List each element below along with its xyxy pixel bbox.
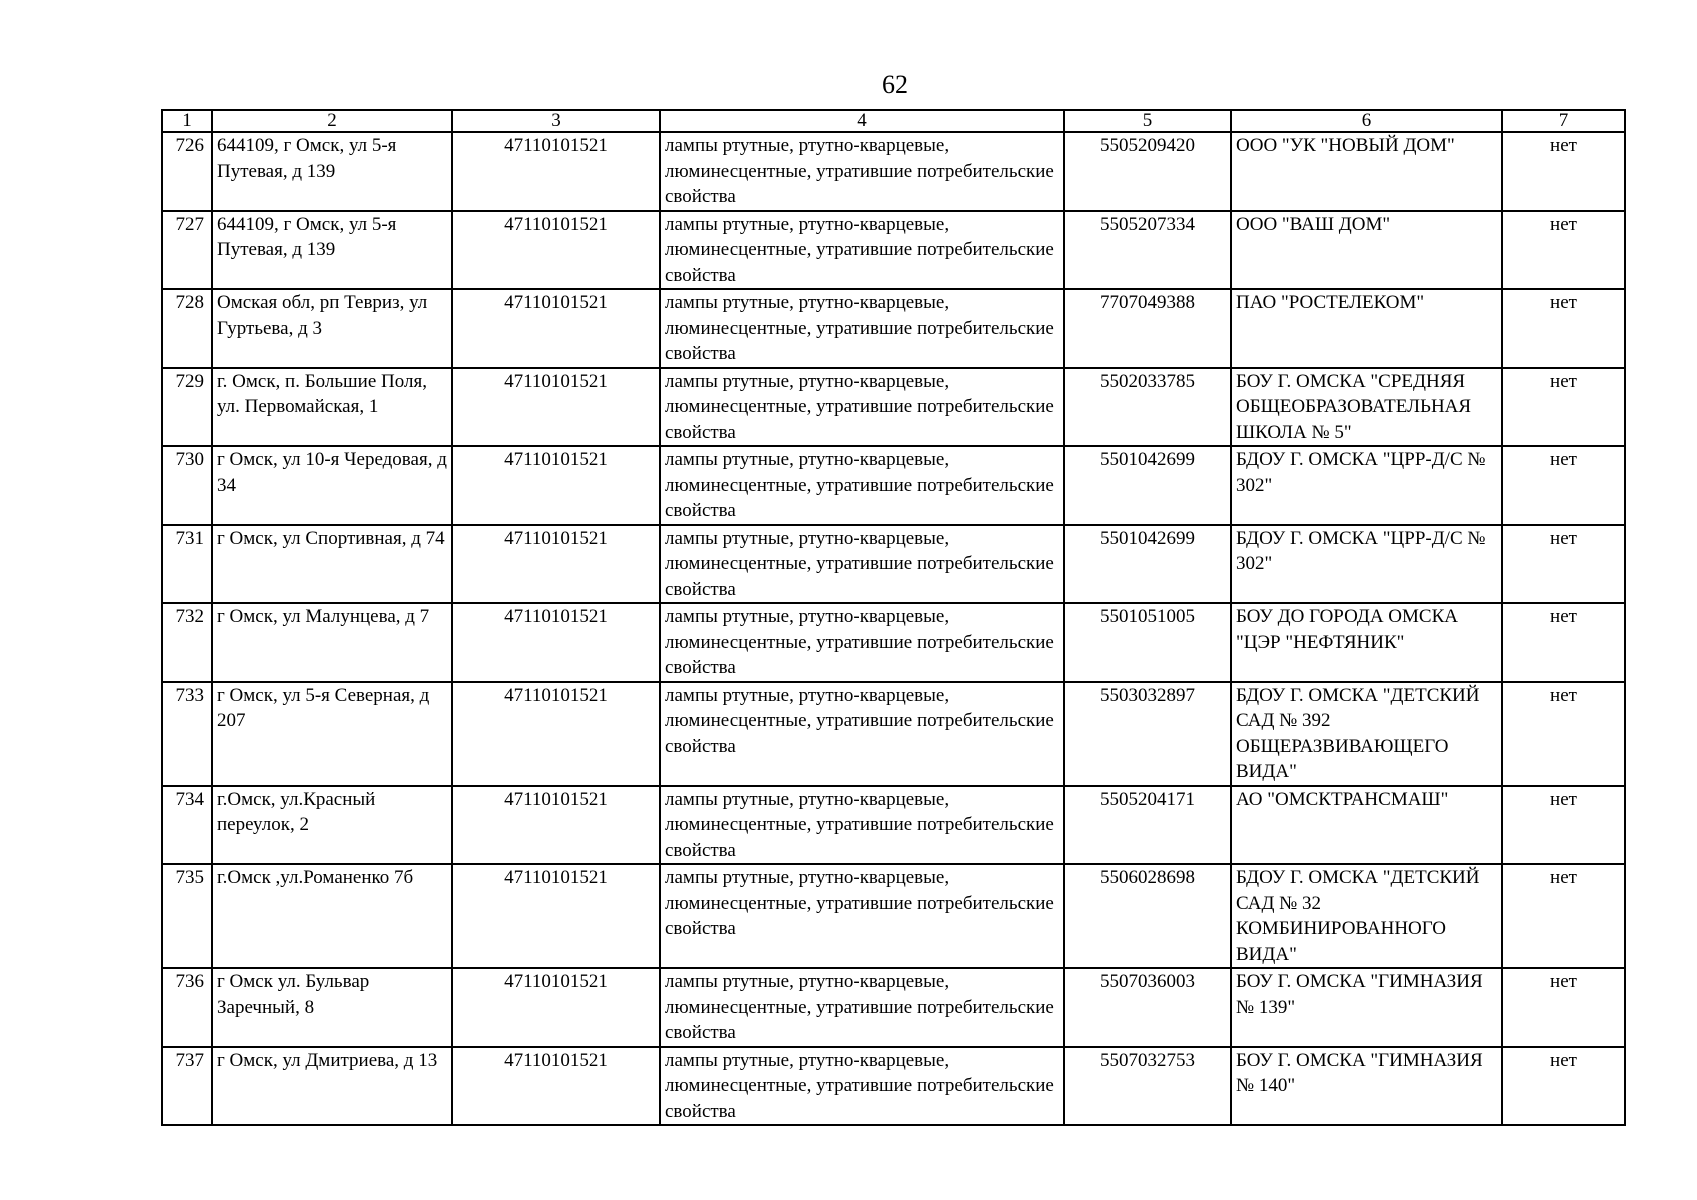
flag-cell: нет	[1502, 446, 1625, 525]
row-number: 732	[162, 603, 212, 682]
address-cell: г Омск, ул 5-я Северная, д 207	[212, 682, 452, 786]
waste-name-cell: лампы ртутные, ртутно-кварцевые, люминесцентные, утратившие потребительские свойства	[660, 289, 1064, 368]
row-number: 729	[162, 368, 212, 447]
organization-cell: БОУ Г. ОМСКА "ГИМНАЗИЯ № 139"	[1231, 968, 1502, 1047]
row-number: 727	[162, 211, 212, 290]
waste-name-cell: лампы ртутные, ртутно-кварцевые, люминесцентные, утратившие потребительские свойства	[660, 968, 1064, 1047]
inn-cell: 5507036003	[1064, 968, 1231, 1047]
table-row	[162, 603, 1625, 682]
address-cell: г Омск, ул Дмитриева, д 13	[212, 1047, 452, 1126]
address-cell: 644109, г Омск, ул 5-я Путевая, д 139	[212, 211, 452, 290]
flag-cell: нет	[1502, 1047, 1625, 1126]
inn-cell: 5505207334	[1064, 211, 1231, 290]
organization-cell: БДОУ Г. ОМСКА "ДЕТСКИЙ САД № 32 КОМБИНИРОВАННОГО ВИДА"	[1231, 864, 1502, 968]
waste-name-cell: лампы ртутные, ртутно-кварцевые, люминесцентные, утратившие потребительские свойства	[660, 1047, 1064, 1126]
organization-cell: БОУ Г. ОМСКА "СРЕДНЯЯ ОБЩЕОБРАЗОВАТЕЛЬНАЯ ШКОЛА № 5"	[1231, 368, 1502, 447]
flag-cell: нет	[1502, 864, 1625, 968]
address-cell: Омская обл, рп Тевриз, ул Гуртьева, д 3	[212, 289, 452, 368]
waste-code-cell: 47110101521	[452, 446, 660, 525]
row-number: 726	[162, 132, 212, 211]
column-header-7: 7	[1502, 110, 1625, 132]
column-header-1: 1	[162, 110, 212, 132]
row-number: 733	[162, 682, 212, 786]
waste-code-cell: 47110101521	[452, 1047, 660, 1126]
row-number: 734	[162, 786, 212, 865]
waste-code-cell: 47110101521	[452, 786, 660, 865]
table-row	[162, 289, 1625, 368]
column-header-3: 3	[452, 110, 660, 132]
waste-code-cell: 47110101521	[452, 864, 660, 968]
organization-cell: АО "ОМСКТРАНСМАШ"	[1231, 786, 1502, 865]
flag-cell: нет	[1502, 289, 1625, 368]
row-number: 730	[162, 446, 212, 525]
table-row	[162, 1047, 1625, 1126]
organization-cell: БДОУ Г. ОМСКА "ЦРР-Д/С № 302"	[1231, 446, 1502, 525]
waste-code-cell: 47110101521	[452, 132, 660, 211]
waste-name-cell: лампы ртутные, ртутно-кварцевые, люминесцентные, утратившие потребительские свойства	[660, 368, 1064, 447]
address-cell: г Омск, ул Малунцева, д 7	[212, 603, 452, 682]
organization-cell: БОУ ДО ГОРОДА ОМСКА "ЦЭР "НЕФТЯНИК"	[1231, 603, 1502, 682]
table-row	[162, 132, 1625, 211]
waste-name-cell: лампы ртутные, ртутно-кварцевые, люминесцентные, утратившие потребительские свойства	[660, 682, 1064, 786]
organization-cell: БДОУ Г. ОМСКА "ДЕТСКИЙ САД № 392 ОБЩЕРАЗВИВАЮЩЕГО ВИДА"	[1231, 682, 1502, 786]
inn-cell: 5506028698	[1064, 864, 1231, 968]
table-row	[162, 786, 1625, 865]
waste-code-cell: 47110101521	[452, 211, 660, 290]
waste-register-table	[161, 109, 1626, 1126]
row-number: 728	[162, 289, 212, 368]
flag-cell: нет	[1502, 603, 1625, 682]
waste-code-cell: 47110101521	[452, 682, 660, 786]
row-number: 737	[162, 1047, 212, 1126]
waste-code-cell: 47110101521	[452, 525, 660, 604]
organization-cell: БДОУ Г. ОМСКА "ЦРР-Д/С № 302"	[1231, 525, 1502, 604]
address-cell: г Омск, ул Спортивная, д 74	[212, 525, 452, 604]
inn-cell: 5502033785	[1064, 368, 1231, 447]
address-cell: г.Омск, ул.Красный переулок, 2	[212, 786, 452, 865]
organization-cell: БОУ Г. ОМСКА "ГИМНАЗИЯ № 140"	[1231, 1047, 1502, 1126]
column-header-6: 6	[1231, 110, 1502, 132]
inn-cell: 5507032753	[1064, 1047, 1231, 1126]
address-cell: 644109, г Омск, ул 5-я Путевая, д 139	[212, 132, 452, 211]
column-header-4: 4	[660, 110, 1064, 132]
organization-cell: ПАО "РОСТЕЛЕКОМ"	[1231, 289, 1502, 368]
flag-cell: нет	[1502, 968, 1625, 1047]
waste-name-cell: лампы ртутные, ртутно-кварцевые, люминесцентные, утратившие потребительские свойства	[660, 786, 1064, 865]
flag-cell: нет	[1502, 211, 1625, 290]
row-number: 735	[162, 864, 212, 968]
waste-name-cell: лампы ртутные, ртутно-кварцевые, люминесцентные, утратившие потребительские свойства	[660, 446, 1064, 525]
page-number: 62	[882, 70, 908, 99]
organization-cell: ООО "ВАШ ДОМ"	[1231, 211, 1502, 290]
column-header-5: 5	[1064, 110, 1231, 132]
address-cell: г Омск ул. Бульвар Заречный, 8	[212, 968, 452, 1047]
table-row	[162, 682, 1625, 786]
header-row	[162, 110, 1625, 132]
organization-cell: ООО "УК "НОВЫЙ ДОМ"	[1231, 132, 1502, 211]
waste-code-cell: 47110101521	[452, 603, 660, 682]
table-row	[162, 525, 1625, 604]
inn-cell: 5501042699	[1064, 446, 1231, 525]
flag-cell: нет	[1502, 132, 1625, 211]
address-cell: г. Омск, п. Большие Поля, ул. Первомайская, 1	[212, 368, 452, 447]
flag-cell: нет	[1502, 786, 1625, 865]
address-cell: г Омск, ул 10-я Чередовая, д 34	[212, 446, 452, 525]
inn-cell: 7707049388	[1064, 289, 1231, 368]
table-row	[162, 968, 1625, 1047]
waste-name-cell: лампы ртутные, ртутно-кварцевые, люминесцентные, утратившие потребительские свойства	[660, 211, 1064, 290]
table-row	[162, 368, 1625, 447]
flag-cell: нет	[1502, 525, 1625, 604]
inn-cell: 5505204171	[1064, 786, 1231, 865]
waste-name-cell: лампы ртутные, ртутно-кварцевые, люминесцентные, утратившие потребительские свойства	[660, 603, 1064, 682]
row-number: 731	[162, 525, 212, 604]
inn-cell: 5501042699	[1064, 525, 1231, 604]
table-row	[162, 864, 1625, 968]
column-header-2: 2	[212, 110, 452, 132]
inn-cell: 5503032897	[1064, 682, 1231, 786]
waste-code-cell: 47110101521	[452, 289, 660, 368]
waste-code-cell: 47110101521	[452, 968, 660, 1047]
waste-name-cell: лампы ртутные, ртутно-кварцевые, люминесцентные, утратившие потребительские свойства	[660, 525, 1064, 604]
flag-cell: нет	[1502, 682, 1625, 786]
table-row	[162, 211, 1625, 290]
table-row	[162, 446, 1625, 525]
waste-name-cell: лампы ртутные, ртутно-кварцевые, люминесцентные, утратившие потребительские свойства	[660, 132, 1064, 211]
inn-cell: 5505209420	[1064, 132, 1231, 211]
row-number: 736	[162, 968, 212, 1047]
inn-cell: 5501051005	[1064, 603, 1231, 682]
flag-cell: нет	[1502, 368, 1625, 447]
waste-code-cell: 47110101521	[452, 368, 660, 447]
waste-name-cell: лампы ртутные, ртутно-кварцевые, люминесцентные, утратившие потребительские свойства	[660, 864, 1064, 968]
address-cell: г.Омск ,ул.Романенко 7б	[212, 864, 452, 968]
